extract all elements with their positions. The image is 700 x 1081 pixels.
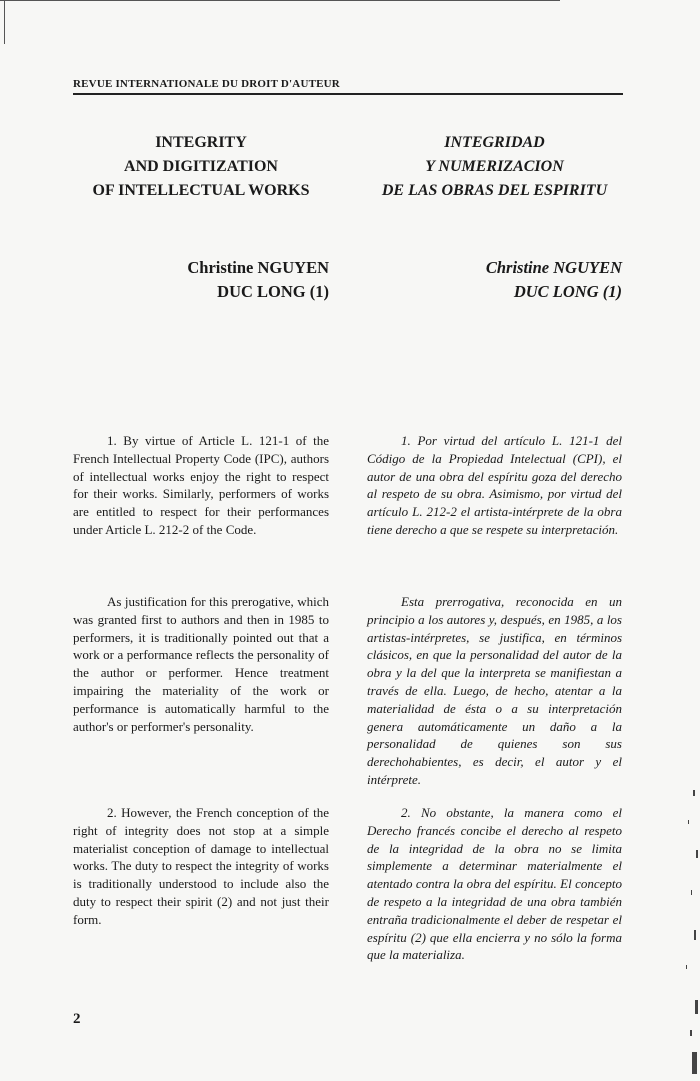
title-line: DE LAS OBRAS DEL ESPIRITU: [381, 182, 608, 199]
title-line: AND DIGITIZATION: [124, 158, 278, 175]
paragraph-spanish-2: Esta prerrogativa, reconocida en un principio a los autores y, después, en 1985, a los artistas-intérpretes, se justifica, en términos clásicos, en que la personalidad del autor de la obra y la del que la interpreta se manifiestan a través de ella. Luego, de hecho, atentar a la materialidad de ésta o a su interpretación genera automáticamente un daño a la personalidad de quienes son sus derechohabientes, es decir, el autor y el intérprete.: [367, 594, 622, 787]
paragraph-english-2: As justification for this prerogative, which was granted first to authors and then in 1985 to performers, it is traditionally pointed out that a work or a performance reflects the personality of the author or performer. Hence treatment impairing the materiality of the work or performance is automatically harmful to the author's or performer's personality.: [73, 594, 329, 734]
page-number: 2: [73, 1011, 81, 1027]
title-line: INTEGRIDAD: [444, 134, 545, 151]
paragraph-spanish-1: 1. Por virtud del artículo L. 121-1 del Código de la Propiedad Intelectual (CPI), el autor de una obra del espíritu goza del derecho al respeto de su obra. Asimismo, por virtud del artículo L. 212-2 el artista-intérprete de la obra tiene derecho a que se respete su interpretación.: [367, 433, 622, 537]
scan-border-top: [0, 0, 560, 1]
author-line: DUC LONG (1): [217, 282, 329, 301]
title-line: OF INTELLECTUAL WORKS: [92, 182, 310, 199]
author-line: Christine NGUYEN: [187, 258, 329, 277]
title-english: [73, 131, 329, 203]
author-line: DUC LONG (1): [513, 282, 622, 301]
title-spanish: [367, 131, 622, 203]
author-line: Christine NGUYEN: [485, 258, 622, 277]
running-head: REVUE INTERNATIONALE DU DROIT D'AUTEUR: [73, 78, 340, 90]
header-rule: [73, 93, 623, 95]
author-spanish: [367, 256, 622, 304]
paragraph-english-1: 1. By virtue of Article L. 121-1 of the French Intellectual Property Code (IPC), authors of intellectual works enjoy the right to respect for their works. Similarly, performers of works are entitled to respect for their performances under Article L. 212-2 of the Code.: [73, 433, 329, 537]
scan-edge-artifact: [676, 790, 700, 1081]
author-english: [73, 256, 329, 304]
title-line: Y NUMERIZACION: [425, 158, 564, 175]
paragraph-spanish-3: 2. No obstante, la manera como el Derecho francés concibe el derecho al respeto de la integridad de la obra no se limita simplemente a determinar materialmente el atentado contra la obra del espíritu. El concepto de respeto a la integridad de una obra también entraña tradicionalmente el deber de respetar el espíritu (2) que ella encierra y no sólo la forma que la materializa.: [367, 805, 622, 963]
paragraph-english-3: 2. However, the French conception of the right of integrity does not stop at a simple materialist conception of damage to intellectual works. The duty to respect the integrity of works is traditionally understood to include also the duty to respect their spirit (2) and not just their form.: [73, 805, 329, 927]
scan-border-left: [4, 0, 5, 44]
title-line: INTEGRITY: [155, 134, 247, 151]
